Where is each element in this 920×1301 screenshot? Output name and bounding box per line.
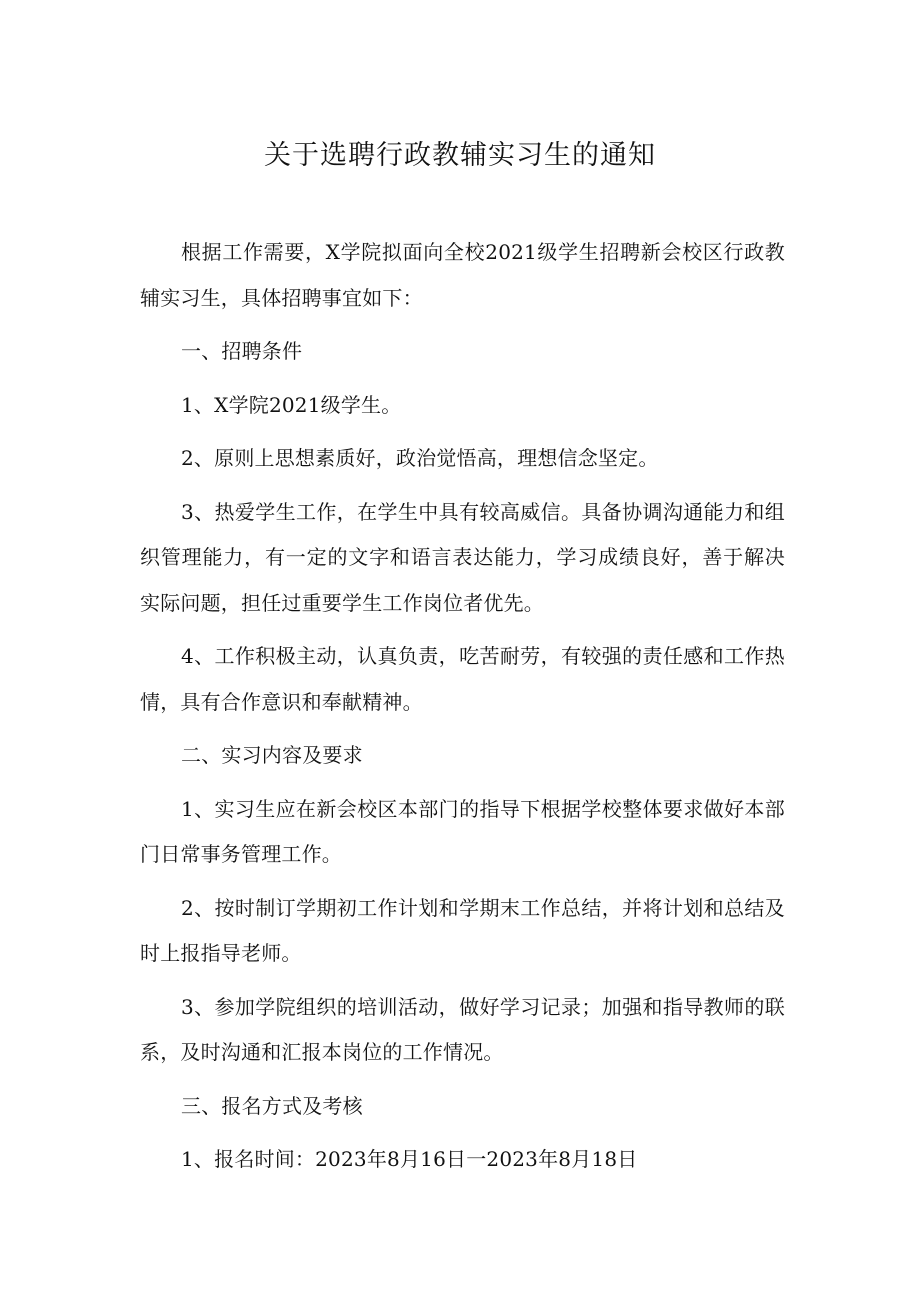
- requirement-item-3: 3、参加学院组织的培训活动，做好学习记录；加强和指导教师的联系，及时沟通和汇报本岗位的工作情况。: [140, 994, 785, 1064]
- document-title: 关于选聘行政教辅实习生的通知: [264, 140, 656, 171]
- section-heading-recruitment-conditions: 一、招聘条件: [181, 339, 303, 363]
- registration-time: 1、报名时间：2023年8月16日一2023年8月18日: [181, 1147, 638, 1171]
- condition-item-3: 3、热爱学生工作，在学生中具有较高威信。具备协调沟通能力和组织管理能力，有一定的文字和语言表达能力，学习成绩良好，善于解决实际问题，担任过重要学生工作岗位者优先。: [140, 499, 785, 615]
- condition-item-1: 1、X学院2021级学生。: [181, 392, 402, 417]
- section-heading-internship-content: 二、实习内容及要求: [181, 743, 363, 767]
- requirement-item-1: 1、实习生应在新会校区本部门的指导下根据学校整体要求做好本部门日常事务管理工作。: [140, 796, 785, 866]
- section-heading-registration: 三、报名方式及考核: [181, 1093, 363, 1118]
- requirement-item-2: 2、按时制订学期初工作计划和学期末工作总结，并将计划和总结及时上报指导老师。: [140, 895, 785, 965]
- condition-item-2: 2、原则上思想素质好，政治觉悟高，理想信念坚定。: [181, 446, 659, 470]
- intro-paragraph: 根据工作需要，X学院拟面向全校2021级学生招聘新会校区行政教辅实习生，具体招聘事宜如下：: [140, 240, 785, 310]
- document-body: [140, 230, 785, 1191]
- condition-item-4: 4、工作积极主动，认真负责，吃苦耐劳，有较强的责任感和工作热情，具有合作意识和奉献精神。: [140, 644, 785, 714]
